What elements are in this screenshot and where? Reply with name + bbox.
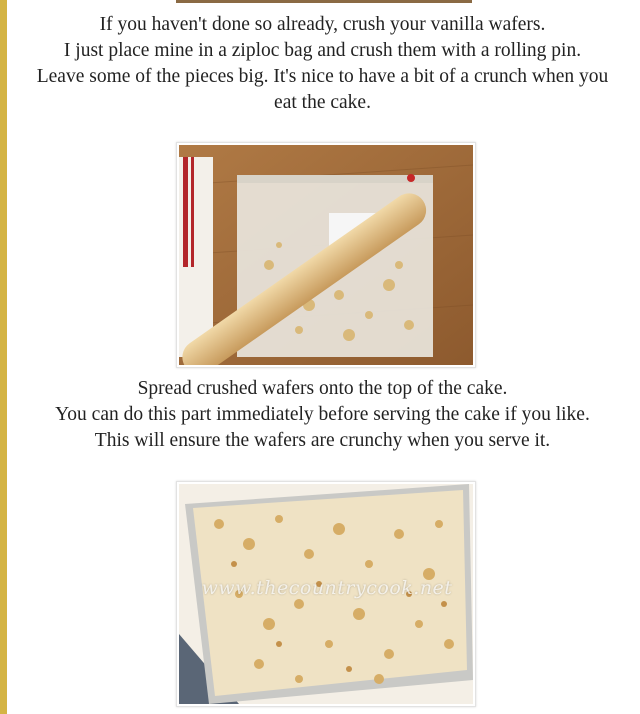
watermark-text: www.thecountrycook.net	[201, 577, 453, 599]
instruction-line: This will ensure the wafers are crunchy when you serve it.	[94, 430, 551, 451]
instruction-line: I just place mine in a ziploc bag and crush them with a rolling pin.	[63, 40, 582, 61]
instruction-line: Leave some of the pieces big. It's nice to have a bit of a crunch when you eat the cake.	[36, 66, 609, 113]
instruction-line: You can do this part immediately before serving the cake if you like.	[55, 404, 590, 425]
left-accent-border	[0, 0, 7, 714]
wafers-in-bag-image	[179, 145, 473, 365]
instructions-crush-wafers	[35, 12, 610, 116]
instruction-line: If you haven't done so already, crush your vanilla wafers.	[99, 14, 546, 35]
instructions-spread-wafers	[35, 376, 610, 454]
instruction-line: Spread crushed wafers onto the top of the cake.	[137, 378, 508, 399]
photo-crushing-wafers	[176, 142, 476, 368]
previous-photo-edge	[176, 0, 472, 3]
photo-topped-cake	[176, 481, 476, 707]
